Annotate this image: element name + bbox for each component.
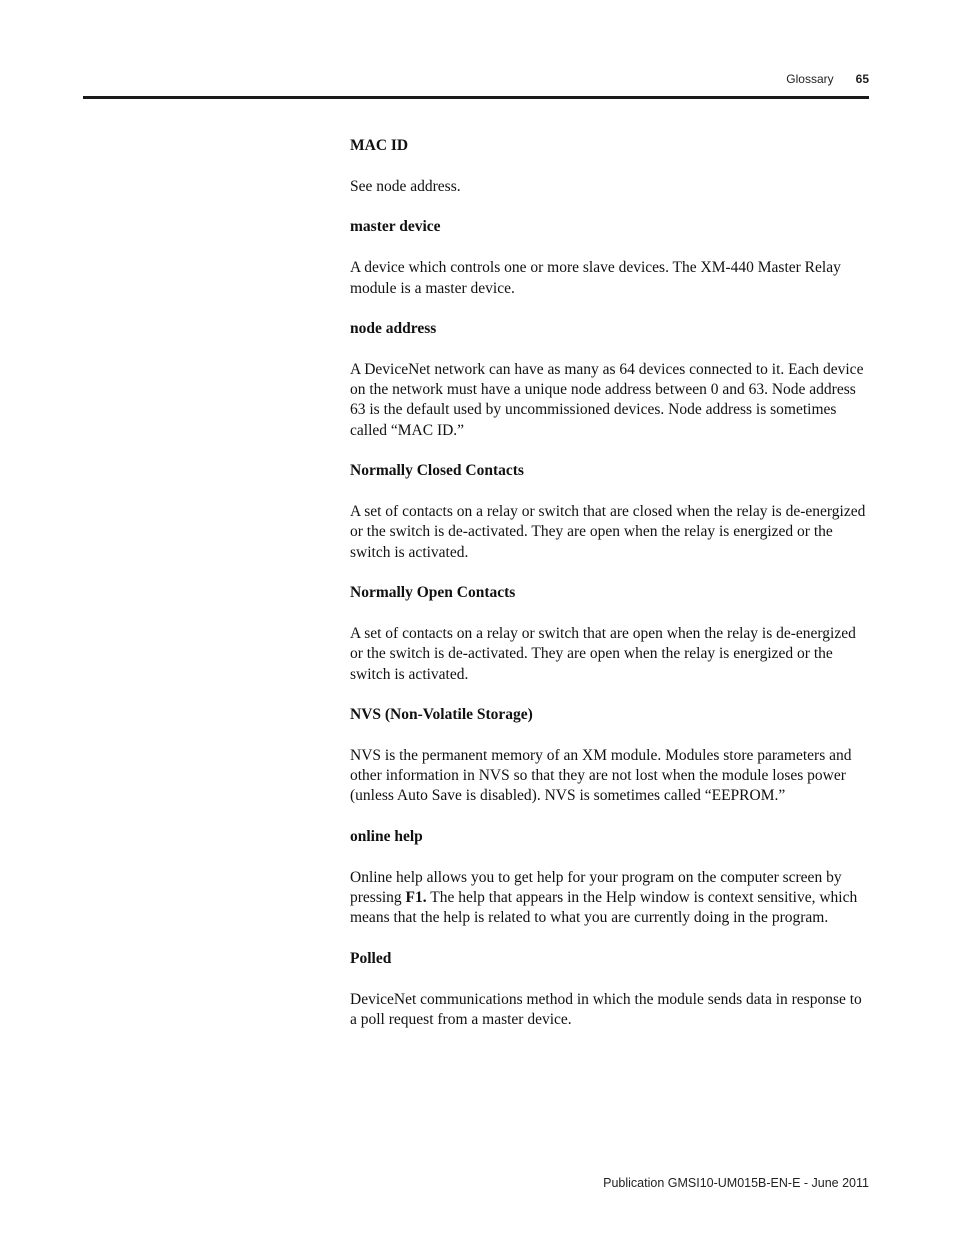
entry-definition: A DeviceNet network can have as many as 64 devices connected to it. Each device on the network must have a unique node address between 0 and 63. Node address 63 is the default used by uncommissioned devices. Node address is sometimes called “MAC ID.” <box>350 360 864 439</box>
entry-definition: DeviceNet communications method in which the module sends data in response to a poll request from a master device. <box>350 990 862 1028</box>
entry-definition <box>350 868 872 929</box>
entry-definition: A device which controls one or more slave devices. The XM-440 Master Relay module is a master device. <box>350 259 841 297</box>
definition-text-start: Online help allows you to get help for your program on the computer screen by pressing <box>350 868 842 907</box>
definition-text-end: The help that appears in the Help window is context sensitive, which means that the help is related to what you are currently doing in the program. <box>350 889 858 927</box>
entry-definition: NVS is the permanent memory of an XM module. Modules store parameters and other information in NVS so that they are not lost when the module loses power (unless Auto Save is disabled). NVS is sometimes called “EEPROM.” <box>350 746 852 805</box>
entry-term: Normally Closed Contacts <box>350 462 524 480</box>
glossary-entry-nvs <box>350 705 872 807</box>
glossary-entry-polled <box>350 949 872 1031</box>
entry-term: Normally Open Contacts <box>350 583 516 601</box>
entry-term: node address <box>350 319 437 337</box>
header-rule <box>83 96 869 99</box>
glossary-entry-node-address <box>350 319 872 441</box>
glossary-entry-normally-open-contacts <box>350 583 872 685</box>
glossary-entry-normally-closed-contacts <box>350 461 872 563</box>
entry-term: master device <box>350 218 441 236</box>
f1-key-label: F1. <box>405 889 427 907</box>
glossary-entry-master-device <box>350 217 872 299</box>
glossary-entry-online-help <box>350 827 872 929</box>
running-header <box>786 72 869 86</box>
entry-term: MAC ID <box>350 137 409 154</box>
entry-definition: A set of contacts on a relay or switch that are open when the relay is de-energized or the switch is de-activated. They are open when the relay is energized or the switch is activated. <box>350 624 856 683</box>
entry-term: NVS (Non-Volatile Storage) <box>350 705 533 723</box>
entry-term: online help <box>350 827 423 845</box>
page-number: 65 <box>855 72 869 86</box>
entry-definition: See node address. <box>350 178 461 195</box>
entry-definition: A set of contacts on a relay or switch that are closed when the relay is de-energized or the switch is de-activated. They are open when the relay is energized or the switch is activated. <box>350 503 866 561</box>
publication-footer: Publication GMSI10-UM015B-EN-E - June 2011 <box>603 1176 869 1190</box>
glossary-entries <box>350 136 872 1050</box>
glossary-entry-mac-id <box>350 136 872 197</box>
entry-term: Polled <box>350 949 392 967</box>
section-title: Glossary <box>786 72 834 86</box>
